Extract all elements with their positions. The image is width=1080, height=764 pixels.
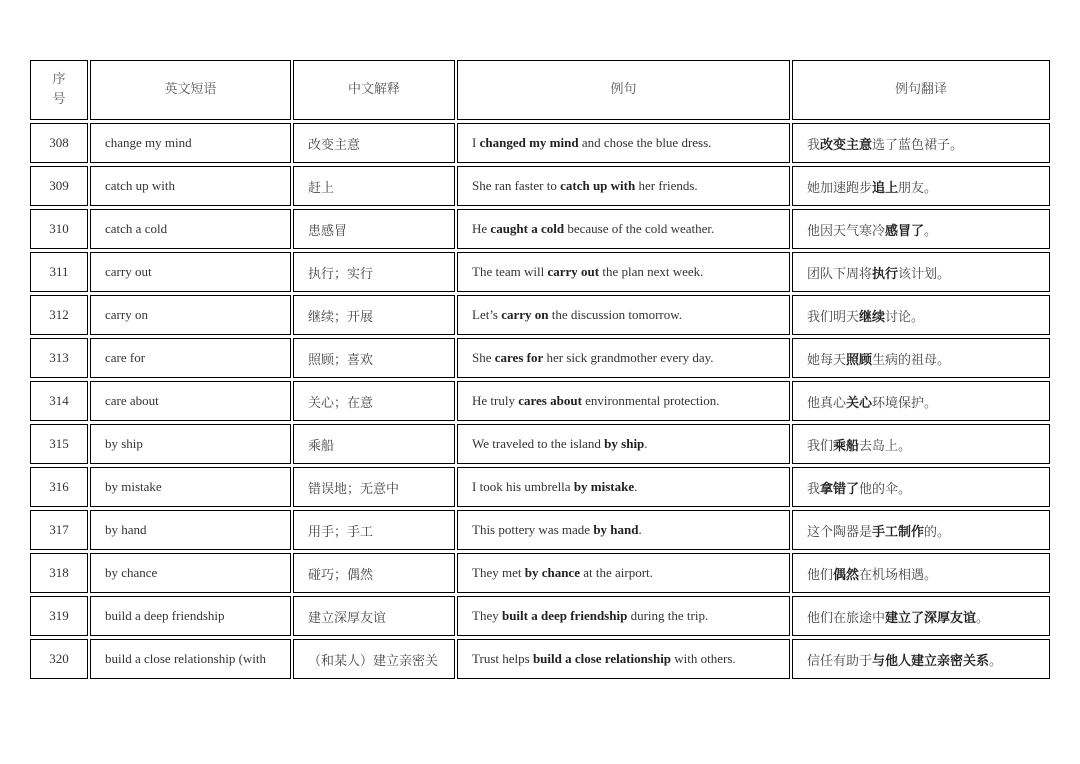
example-translation: [792, 596, 1050, 636]
example-text-after: at the airport.: [579, 565, 653, 580]
example-sentence: [457, 381, 790, 421]
translation-text-after: 。: [924, 223, 938, 239]
english-phrase: carry out: [90, 252, 291, 292]
row-number: 312: [30, 295, 88, 335]
translation-text-after: 他的伞。: [859, 481, 912, 497]
example-phrase-highlight: built a deep friendship: [501, 608, 628, 623]
chinese-meaning: （和某人）建立亲密关: [293, 639, 455, 679]
example-phrase-highlight: by mistake: [573, 479, 635, 494]
row-number: 309: [30, 166, 88, 206]
example-text-before: Let’s: [472, 307, 502, 322]
example-phrase-highlight: carry on: [501, 307, 549, 322]
row-number: 320: [30, 639, 88, 679]
translation-text-before: 他真心: [807, 395, 847, 411]
header-meaning: 中文解释: [293, 60, 455, 120]
example-phrase-highlight: changed my mind: [479, 135, 579, 150]
example-text-before: He truly: [472, 393, 519, 408]
example-translation: [792, 295, 1050, 335]
table-row: [30, 553, 1050, 593]
row-number: 311: [30, 252, 88, 292]
example-phrase-highlight: cares for: [494, 350, 544, 365]
table-body: [30, 123, 1050, 679]
translation-phrase-highlight: 乘船: [833, 438, 860, 454]
example-text-before: She: [472, 350, 495, 365]
vocabulary-table: [28, 57, 1052, 682]
example-text-before: She ran faster to: [472, 178, 561, 193]
example-sentence: [457, 510, 790, 550]
example-translation: [792, 166, 1050, 206]
example-translation: [792, 553, 1050, 593]
chinese-meaning: 建立深厚友谊: [293, 596, 455, 636]
row-number: 316: [30, 467, 88, 507]
example-translation: [792, 467, 1050, 507]
english-phrase: by ship: [90, 424, 291, 464]
translation-phrase-highlight: 偶然: [833, 567, 860, 583]
translation-text-after: 去岛上。: [859, 438, 912, 454]
table-header: [30, 60, 1050, 120]
example-phrase-highlight: build a close relationship: [532, 651, 672, 666]
example-text-before: They: [472, 608, 502, 623]
example-text-after: .: [634, 479, 638, 494]
table-row: [30, 295, 1050, 335]
example-sentence: [457, 123, 790, 163]
example-translation: [792, 209, 1050, 249]
table-row: [30, 338, 1050, 378]
translation-text-after: 的。: [924, 524, 951, 540]
translation-text-after: 在机场相遇。: [859, 567, 938, 583]
english-phrase: carry on: [90, 295, 291, 335]
translation-phrase-highlight: 继续: [859, 309, 886, 325]
example-text-after: environmental protection.: [581, 393, 720, 408]
chinese-meaning: 继续；开展: [293, 295, 455, 335]
example-text-before: They met: [472, 565, 525, 580]
chinese-meaning: 关心；在意: [293, 381, 455, 421]
example-text-after: the discussion tomorrow.: [548, 307, 683, 322]
translation-phrase-highlight: 与他人建立亲密关系: [872, 653, 990, 669]
example-phrase-highlight: by ship: [604, 436, 645, 451]
translation-phrase-highlight: 建立了深厚友谊: [885, 610, 977, 626]
table-row: [30, 123, 1050, 163]
translation-text-before: 他们: [807, 567, 834, 583]
row-number: 317: [30, 510, 88, 550]
english-phrase: by chance: [90, 553, 291, 593]
row-number: 315: [30, 424, 88, 464]
translation-text-before: 她加速跑步: [807, 180, 873, 196]
translation-text-after: 该计划。: [898, 266, 951, 282]
example-text-after: the plan next week.: [599, 264, 704, 279]
translation-text-before: 他因天气寒冷: [807, 223, 886, 239]
example-sentence: [457, 338, 790, 378]
table-row: [30, 424, 1050, 464]
translation-phrase-highlight: 照顾: [846, 352, 873, 368]
example-text-after: .: [644, 436, 648, 451]
english-phrase: care about: [90, 381, 291, 421]
table-row: [30, 252, 1050, 292]
example-sentence: [457, 639, 790, 679]
example-sentence: [457, 467, 790, 507]
row-number: 319: [30, 596, 88, 636]
translation-text-after: 朋友。: [898, 180, 938, 196]
translation-phrase-highlight: 追上: [872, 180, 899, 196]
translation-phrase-highlight: 执行: [872, 266, 899, 282]
example-text-before: I: [472, 135, 480, 150]
example-text-after: .: [638, 522, 642, 537]
example-translation: [792, 510, 1050, 550]
chinese-meaning: 改变主意: [293, 123, 455, 163]
translation-text-after: 讨论。: [885, 309, 925, 325]
row-number: 314: [30, 381, 88, 421]
example-translation: [792, 381, 1050, 421]
row-number: 308: [30, 123, 88, 163]
translation-text-after: 。: [989, 653, 1003, 669]
translation-text-before: 信任有助于: [807, 653, 873, 669]
row-number: 313: [30, 338, 88, 378]
table-row: [30, 639, 1050, 679]
example-sentence: [457, 166, 790, 206]
english-phrase: catch up with: [90, 166, 291, 206]
example-text-before: We traveled to the island: [472, 436, 605, 451]
table-row: [30, 510, 1050, 550]
example-translation: [792, 123, 1050, 163]
example-sentence: [457, 596, 790, 636]
table-row: [30, 166, 1050, 206]
header-number-label: 序号: [52, 72, 66, 107]
example-text-before: I took his umbrella: [472, 479, 574, 494]
translation-text-after: 选了蓝色裙子。: [872, 137, 964, 153]
example-text-before: He: [472, 221, 491, 236]
example-translation: [792, 639, 1050, 679]
chinese-meaning: 用手；手工: [293, 510, 455, 550]
chinese-meaning: 乘船: [293, 424, 455, 464]
example-sentence: [457, 553, 790, 593]
example-translation: [792, 338, 1050, 378]
example-sentence: [457, 252, 790, 292]
example-text-after: her sick grandmother every day.: [543, 350, 714, 365]
example-text-after: because of the cold weather.: [564, 221, 715, 236]
table-row: [30, 596, 1050, 636]
example-sentence: [457, 295, 790, 335]
translation-text-before: 我: [807, 137, 821, 153]
example-phrase-highlight: carry out: [547, 264, 600, 279]
row-number: 318: [30, 553, 88, 593]
header-number: [30, 60, 88, 120]
example-sentence: [457, 424, 790, 464]
translation-text-before: 我们明天: [807, 309, 860, 325]
header-phrase: 英文短语: [90, 60, 291, 120]
chinese-meaning: 赶上: [293, 166, 455, 206]
example-phrase-highlight: by chance: [524, 565, 580, 580]
example-phrase-highlight: by hand: [593, 522, 639, 537]
table-row: [30, 381, 1050, 421]
example-text-after: with others.: [671, 651, 736, 666]
example-text-before: The team will: [472, 264, 548, 279]
chinese-meaning: 照顾；喜欢: [293, 338, 455, 378]
example-phrase-highlight: cares about: [518, 393, 582, 408]
example-phrase-highlight: caught a cold: [490, 221, 565, 236]
header-row: [30, 60, 1050, 120]
english-phrase: by hand: [90, 510, 291, 550]
translation-phrase-highlight: 感冒了: [885, 223, 925, 239]
translation-text-after: 。: [976, 610, 990, 626]
translation-text-before: 她每天: [807, 352, 847, 368]
example-text-after: and chose the blue dress.: [578, 135, 712, 150]
table-row: [30, 467, 1050, 507]
translation-text-after: 生病的祖母。: [872, 352, 951, 368]
translation-text-before: 我: [807, 481, 821, 497]
header-translation: 例句翻译: [792, 60, 1050, 120]
english-phrase: change my mind: [90, 123, 291, 163]
header-example: 例句: [457, 60, 790, 120]
example-text-after: during the trip.: [627, 608, 709, 623]
translation-text-before: 我们: [807, 438, 834, 454]
translation-phrase-highlight: 拿错了: [820, 481, 860, 497]
translation-phrase-highlight: 关心: [846, 395, 873, 411]
translation-text-before: 他们在旅途中: [807, 610, 886, 626]
example-text-before: Trust helps: [472, 651, 533, 666]
translation-phrase-highlight: 改变主意: [820, 137, 873, 153]
example-phrase-highlight: catch up with: [560, 178, 636, 193]
chinese-meaning: 碰巧；偶然: [293, 553, 455, 593]
chinese-meaning: 错误地；无意中: [293, 467, 455, 507]
chinese-meaning: 执行；实行: [293, 252, 455, 292]
english-phrase: build a close relationship (with: [90, 639, 291, 679]
translation-text-before: 这个陶器是: [807, 524, 873, 540]
translation-phrase-highlight: 手工制作: [872, 524, 925, 540]
example-translation: [792, 424, 1050, 464]
english-phrase: by mistake: [90, 467, 291, 507]
example-text-after: her friends.: [635, 178, 698, 193]
table-row: [30, 209, 1050, 249]
english-phrase: build a deep friendship: [90, 596, 291, 636]
english-phrase: catch a cold: [90, 209, 291, 249]
translation-text-after: 环境保护。: [872, 395, 938, 411]
example-text-before: This pottery was made: [472, 522, 594, 537]
row-number: 310: [30, 209, 88, 249]
translation-text-before: 团队下周将: [807, 266, 873, 282]
example-sentence: [457, 209, 790, 249]
example-translation: [792, 252, 1050, 292]
english-phrase: care for: [90, 338, 291, 378]
chinese-meaning: 患感冒: [293, 209, 455, 249]
